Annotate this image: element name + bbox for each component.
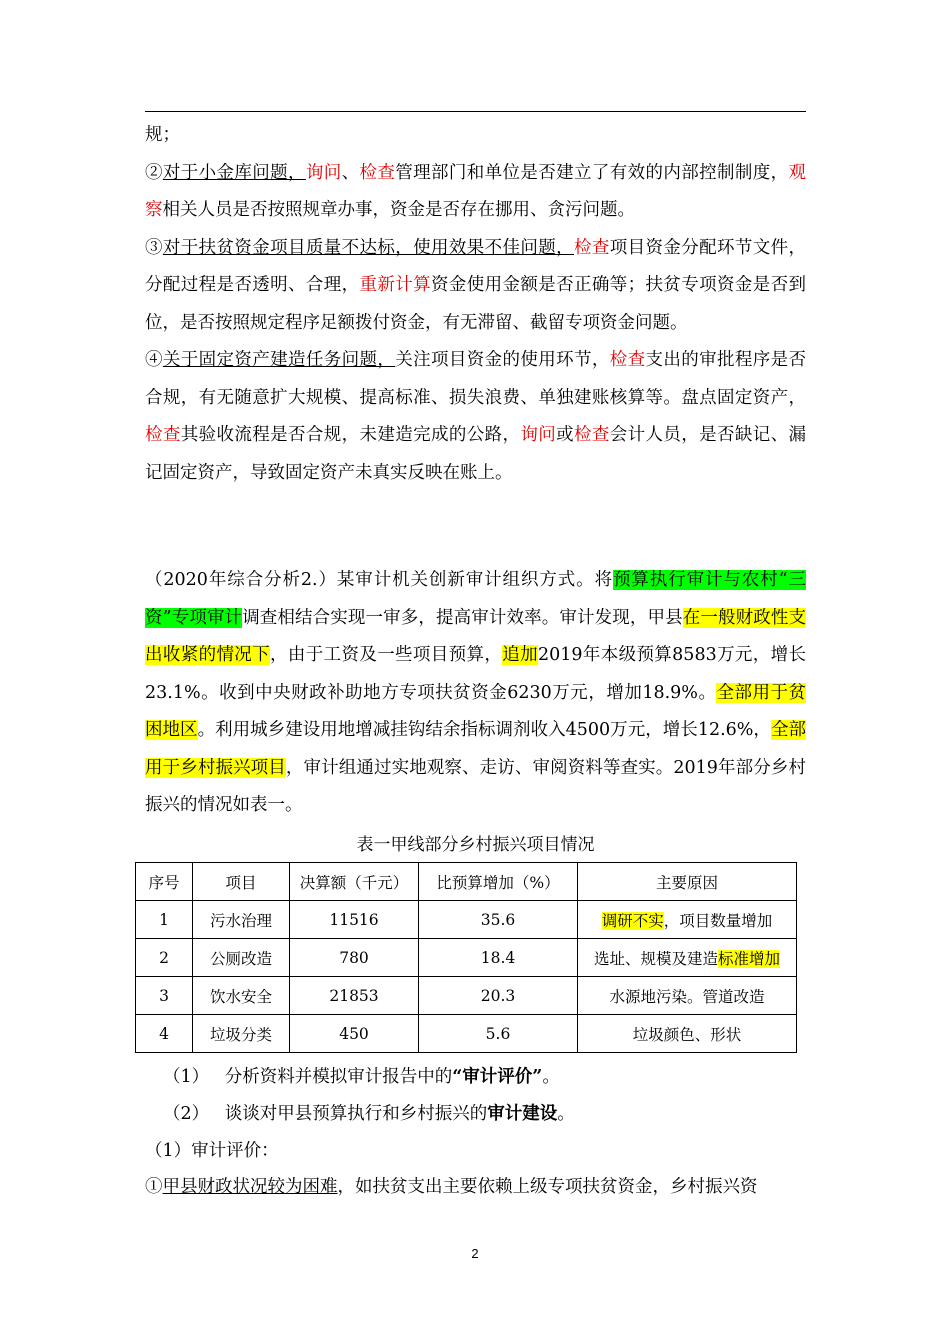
para-line0 (145, 117, 806, 155)
para-poverty-funds (145, 230, 806, 343)
answer-paragraph (145, 1173, 806, 1198)
text: 或 (556, 425, 574, 445)
cell-number: 1 (136, 901, 193, 939)
question-keyword: “审计评价” (452, 1067, 543, 1087)
question-1 (145, 1063, 806, 1088)
cell-amount: 11516 (290, 901, 419, 939)
underlined-text: 甲县财政状况较为困难 (162, 1177, 338, 1197)
text: 相关人员是否按照规章办事，资金是否存在挪用、贪污问题。 (162, 200, 635, 220)
cell-amount: 21853 (290, 977, 419, 1015)
header-cell: 主要原因 (578, 863, 797, 901)
highlight-yellow: 在一般财政性支出收紧的情况下 (145, 607, 807, 665)
cell-number: 4 (136, 1015, 193, 1053)
question-text: 谈谈对甲县预算执行和乡村振兴的 (224, 1104, 488, 1124)
text: 资金使用金额是否正确等；扶贫专项资金是否到位，是否按照规定程序足额拨付资金，有无滞留、截留专项资金问题。 (145, 275, 806, 333)
item-number: ② (145, 162, 163, 183)
cell-item: 污水治理 (193, 901, 290, 939)
case-paragraph (145, 562, 806, 825)
text: ，审计组通过实地观察、走访、审阅资料等查实。2019年部分乡村振兴的情况如表一。 (145, 757, 806, 815)
header-cell: 比预算增加（%） (419, 863, 578, 901)
text: 支出的审批程序是否合规，有无随意扩大规模、提高标准、损失浪费、单独建账核算等。盘点固定资产， (145, 350, 806, 408)
text: 。利用城乡建设用地增减挂钩结余指标调剂收入4500万元，增长12.6%， (197, 720, 771, 740)
question-2 (145, 1100, 806, 1125)
para-title: 对于扶贫资金项目质量不达标，使用效果不佳问题， (162, 237, 574, 258)
item-number: ④ (145, 350, 163, 370)
text: 其验收流程是否合规，未建造完成的公路， (180, 425, 521, 445)
cell-amount: 450 (290, 1015, 419, 1053)
cell-percent: 18.4 (419, 939, 578, 977)
cell-item: 垃圾分类 (193, 1015, 290, 1053)
table-row (136, 939, 797, 977)
highlight-yellow: 追加 (502, 645, 538, 665)
table-caption: 表一甲线部分乡村振兴项目情况 (356, 835, 595, 855)
audit-method: 询问 (520, 425, 557, 445)
text: （1）审计评价： (145, 1141, 279, 1161)
text: 、 (341, 162, 360, 183)
header-cell: 序号 (136, 863, 193, 901)
cell-number: 3 (136, 977, 193, 1015)
highlight-yellow: 全部用于贫困地区 (145, 682, 806, 740)
audit-method: 检查 (574, 237, 610, 258)
cell-percent: 5.6 (419, 1015, 578, 1053)
cell-percent: 35.6 (419, 901, 578, 939)
highlight-yellow: 全部用于乡村振兴项目 (145, 720, 806, 778)
cell-percent: 20.3 (419, 977, 578, 1015)
text: 规； (145, 125, 180, 145)
audit-method: 观察 (145, 162, 806, 220)
cell-item: 公厕改造 (193, 939, 290, 977)
cell-reason (578, 939, 797, 977)
text: 选址、规模及建造 (593, 949, 718, 968)
question-number: （2） (163, 1104, 210, 1124)
question-number: （1） (163, 1067, 210, 1087)
page-number: 2 (471, 1246, 479, 1261)
text: 垃圾颜色、形状 (632, 1025, 742, 1044)
cell-number: 2 (136, 939, 193, 977)
header-rule (145, 111, 806, 112)
table-body (136, 901, 797, 1053)
text: 调查相结合实现一审多，提高审计效率。审计发现，甲县 (242, 607, 683, 628)
cell-reason (578, 901, 797, 939)
item-number: ③ (145, 237, 163, 258)
header-cell: 项目 (193, 863, 290, 901)
question-keyword: 审计建设 (487, 1104, 558, 1124)
cell-amount: 780 (290, 939, 419, 977)
audit-method: 检查 (145, 425, 181, 445)
table-row (136, 977, 797, 1015)
table-row (136, 901, 797, 939)
highlight-green: 预算执行审计与农村“三资”专项审计 (145, 570, 806, 628)
text: ，由于工资及一些项目预算， (270, 645, 503, 665)
header-cell: 决算额（千元） (290, 863, 419, 901)
text: 。 (557, 1104, 575, 1124)
text: 水源地污染。管道改造 (609, 987, 765, 1006)
text: ，项目数量增加 (663, 911, 773, 930)
section-audit-procedures (145, 117, 806, 492)
text: ，如扶贫支出主要依赖上级专项扶贫资金，乡村振兴资 (337, 1177, 758, 1197)
audit-method: 检查 (574, 425, 610, 445)
para-title: 关于固定资产建造任务问题， (162, 350, 396, 370)
audit-method: 检查 (359, 162, 396, 183)
audit-method: 重新计算 (359, 275, 431, 295)
text: 项目资金分配环节文件，分配过程是否透明、合理， (145, 237, 806, 295)
text: （2020年综合分析2.）某审计机关创新审计组织方式。将 (145, 570, 613, 590)
highlight-yellow: 调研不实 (601, 911, 664, 930)
highlight-yellow: 标准增加 (718, 949, 781, 968)
para-fixed-assets (145, 342, 806, 492)
audit-method: 询问 (305, 162, 342, 183)
cell-item: 饮水安全 (193, 977, 290, 1015)
para-small-vault (145, 155, 806, 230)
text: 。 (542, 1067, 560, 1087)
answer-heading (145, 1137, 806, 1162)
cell-reason (578, 1015, 797, 1053)
audit-method: 检查 (609, 350, 646, 370)
table-header-row (136, 863, 797, 901)
table-row (136, 1015, 797, 1053)
projects-table (135, 862, 797, 1053)
question-text: 分析资料并模拟审计报告中的 (224, 1067, 453, 1087)
para-title: 对于小金库问题， (162, 162, 306, 183)
text: 会计人员，是否缺记、漏记固定资产，导致固定资产未真实反映在账上。 (145, 425, 806, 483)
text: 管理部门和单位是否建立了有效的内部控制制度， (395, 162, 789, 183)
case-description (145, 562, 806, 825)
item-number: ① (145, 1177, 163, 1197)
text: 关注项目资金的使用环节， (395, 350, 610, 370)
cell-reason (578, 977, 797, 1015)
text: 2019年本级预算8583万元，增长23.1%。收到中央财政补助地方专项扶贫资金6230万元，增加18.9%。 (145, 645, 807, 703)
